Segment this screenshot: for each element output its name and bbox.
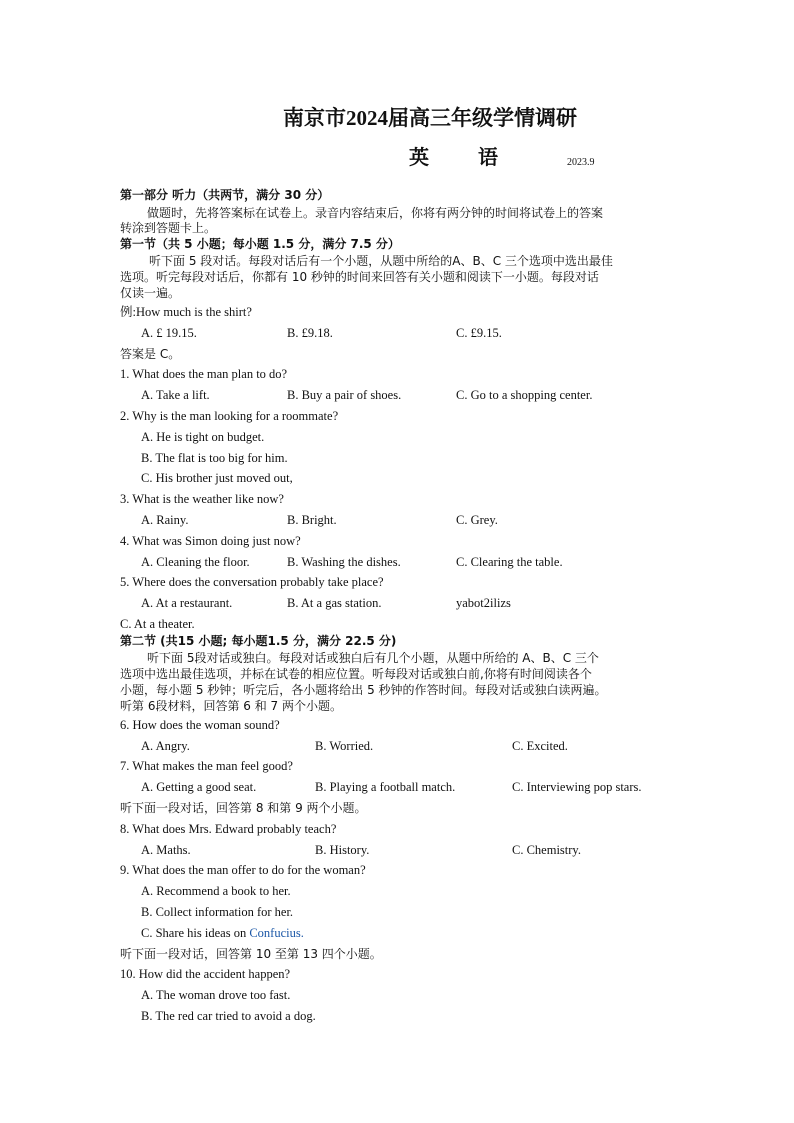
q10-option-a: A. The woman drove too fast. — [141, 988, 291, 1002]
q4-option-a: A. Cleaning the floor. — [141, 555, 250, 569]
q5-stray-text: yabot2ilizs — [456, 596, 511, 610]
exam-date: 2023.9 — [567, 157, 595, 168]
intro-q8-q9: 听下面一段对话，回答第 8 和第 9 两个小题。 — [120, 801, 367, 815]
q9-option-b: B. Collect information for her. — [141, 905, 294, 919]
q5-option-a: A. At a restaurant. — [141, 596, 233, 610]
q9-option-c — [141, 926, 304, 941]
example-option-c: C. £9.15. — [456, 326, 502, 340]
q5-option-c: C. At a theater. — [120, 617, 195, 631]
question-8: 8. What does Mrs. Edward probably teach? — [120, 822, 337, 836]
question-1: 1. What does the man plan to do? — [120, 367, 288, 381]
question-5: 5. Where does the conversation probably take place? — [120, 575, 384, 589]
section2-heading: 第二节 (共15 小题; 每小题1.5 分，满分 22.5 分) — [120, 634, 397, 648]
section2-instruction-line: 听下面 5段对话或独白。每段对话或独白后有几个小题，从题中所给的 A、B、C 三个 — [147, 651, 599, 665]
example-question: 例:How much is the shirt? — [120, 305, 252, 319]
confucius-link[interactable]: Confucius. — [249, 926, 304, 940]
section1-instruction-line: 听下面 5 段对话。每段对话后有一个小题，从题中所给的A、B、C 三个选项中选出最佳 — [149, 254, 613, 268]
q6-option-b: B. Worried. — [315, 739, 374, 753]
q5-option-b: B. At a gas station. — [287, 596, 382, 610]
example-option-a: A. £ 19.15. — [141, 326, 197, 340]
q2-option-a: A. He is tight on budget. — [141, 430, 265, 444]
q2-option-c: C. His brother just moved out, — [141, 471, 293, 485]
exam-title: 南京市2024届高三年级学情调研 — [283, 106, 577, 130]
q7-option-a: A. Getting a good seat. — [141, 780, 257, 794]
example-answer: 答案是 C。 — [120, 347, 181, 361]
question-2: 2. Why is the man looking for a roommate? — [120, 409, 339, 423]
question-7: 7. What makes the man feel good? — [120, 759, 293, 773]
intro-q10-q13: 听下面一段对话，回答第 10 至第 13 四个小题。 — [120, 947, 382, 961]
q2-option-b: B. The flat is too big for him. — [141, 451, 288, 465]
q4-option-c: C. Clearing the table. — [456, 555, 563, 569]
subject-title: 英 语 — [409, 147, 520, 169]
section1-heading: 第一节（共 5 小题；每小题 1.5 分，满分 7.5 分） — [120, 237, 400, 251]
section1-instruction-line: 仅读一遍。 — [120, 286, 181, 300]
example-option-b: B. £9.18. — [287, 326, 333, 340]
q9-option-a: A. Recommend a book to her. — [141, 884, 291, 898]
q9-option-c-text: C. Share his ideas on — [141, 926, 250, 940]
q3-option-b: B. Bright. — [287, 513, 337, 527]
question-10: 10. How did the accident happen? — [120, 967, 291, 981]
question-4: 4. What was Simon doing just now? — [120, 534, 301, 548]
q3-option-a: A. Rainy. — [141, 513, 189, 527]
q4-option-b: B. Washing the dishes. — [287, 555, 401, 569]
q1-option-b: B. Buy a pair of shoes. — [287, 388, 402, 402]
section1-instruction-line: 选项。听完每段对话后，你都有 10 秒钟的时间来回答有关小题和阅读下一小题。每段对话 — [120, 270, 599, 284]
q1-option-c: C. Go to a shopping center. — [456, 388, 593, 402]
question-9: 9. What does the man offer to do for the woman? — [120, 863, 366, 877]
q3-option-c: C. Grey. — [456, 513, 498, 527]
q10-option-b: B. The red car tried to avoid a dog. — [141, 1009, 316, 1023]
q7-option-c: C. Interviewing pop stars. — [512, 780, 642, 794]
part1-instruction-line: 转涂到答题卡上。 — [120, 221, 217, 235]
question-6: 6. How does the woman sound? — [120, 718, 280, 732]
part1-instruction-line: 做题时，先将答案标在试卷上。录音内容结束后，你将有两分钟的时间将试卷上的答案 — [147, 206, 604, 220]
q8-option-b: B. History. — [315, 843, 370, 857]
q1-option-a: A. Take a lift. — [141, 388, 210, 402]
section2-instruction-line: 小题，每小题 5 秒钟；听完后，各小题将给出 5 秒钟的作答时间。每段对话或独白读两遍。 — [120, 683, 607, 697]
question-3: 3. What is the weather like now? — [120, 492, 284, 506]
section2-instruction-line: 听第 6段材料，回答第 6 和 7 两个小题。 — [120, 699, 342, 713]
q7-option-b: B. Playing a football match. — [315, 780, 456, 794]
q6-option-a: A. Angry. — [141, 739, 190, 753]
section2-instruction-line: 选项中选出最佳选项，并标在试卷的相应位置。听每段对话或独白前,你将有时间阅读各个 — [120, 667, 592, 681]
q8-option-a: A. Maths. — [141, 843, 191, 857]
part1-heading: 第一部分 听力（共两节，满分 30 分） — [120, 188, 330, 202]
q6-option-c: C. Excited. — [512, 739, 568, 753]
q8-option-c: C. Chemistry. — [512, 843, 581, 857]
